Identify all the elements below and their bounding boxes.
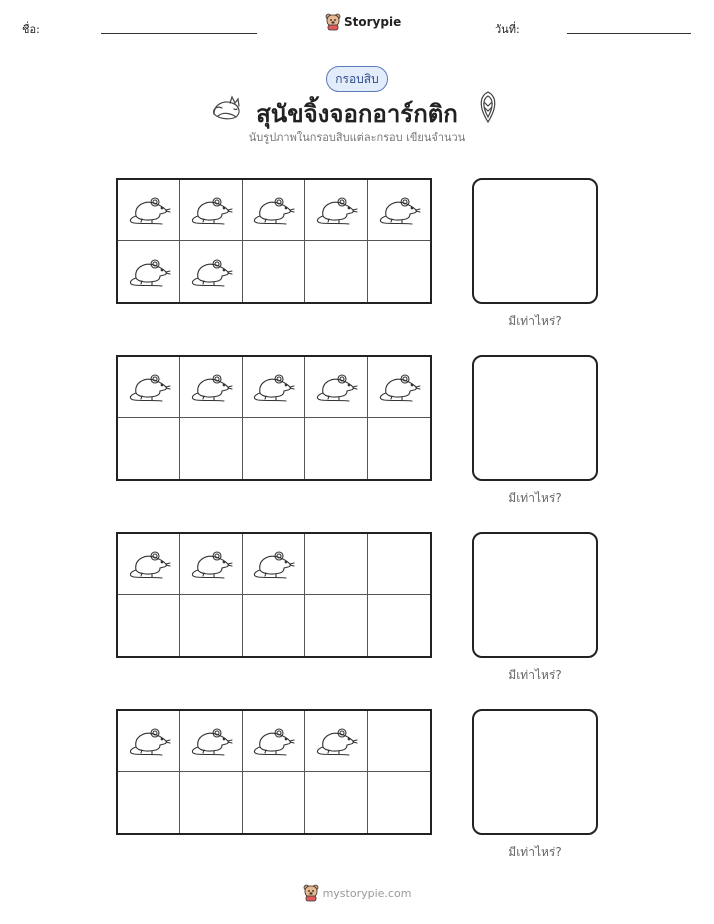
storypie-footer-icon (303, 884, 319, 902)
mouse-icon (376, 192, 422, 228)
frame-cell (305, 711, 367, 772)
frame-cell (305, 772, 367, 833)
date-line (567, 33, 691, 34)
mouse-icon (126, 369, 172, 405)
mouse-icon (188, 192, 234, 228)
answer-box-2[interactable] (472, 355, 598, 481)
frame-cell (243, 357, 305, 418)
ten-frame-1 (116, 178, 432, 304)
frame-cell (180, 595, 242, 656)
mouse-icon (126, 192, 172, 228)
tribal-shield-icon (476, 90, 500, 124)
mouse-icon (250, 192, 296, 228)
frame-cell (180, 241, 242, 302)
storypie-bear-icon (325, 13, 341, 31)
frame-cell (118, 772, 180, 833)
frame-cell (368, 418, 430, 479)
mouse-icon (313, 369, 359, 405)
mouse-icon (188, 254, 234, 290)
mouse-icon (313, 192, 359, 228)
page-title: สุนัขจิ้งจอกอาร์กติก (256, 100, 458, 128)
frame-cell (243, 772, 305, 833)
answer-prompt: มีเท่าไหร่? (508, 845, 562, 859)
name-label: ชื่อ: (22, 23, 40, 36)
frame-cell (305, 180, 367, 241)
frame-cell (243, 711, 305, 772)
frame-cell (305, 241, 367, 302)
frame-cell (118, 595, 180, 656)
instructions: นับรูปภาพในกรอบสิบแต่ละกรอบ เขียนจำนวน (248, 131, 466, 144)
frame-cell (243, 534, 305, 595)
ten-frame-3 (116, 532, 432, 658)
frame-cell (118, 241, 180, 302)
frame-cell (180, 534, 242, 595)
frame-cell (180, 711, 242, 772)
frame-cell (305, 534, 367, 595)
frame-cell (368, 772, 430, 833)
answer-prompt: มีเท่าไหร่? (508, 668, 562, 682)
mouse-icon (188, 369, 234, 405)
frame-cell (368, 711, 430, 772)
mouse-icon (250, 369, 296, 405)
date-label: วันที่: (495, 23, 520, 36)
frame-cell (180, 180, 242, 241)
frame-cell (180, 418, 242, 479)
ten-frame-2 (116, 355, 432, 481)
frame-cell (368, 357, 430, 418)
frame-cell (118, 180, 180, 241)
frame-cell (180, 772, 242, 833)
frame-cell (118, 711, 180, 772)
worksheet-type-badge: กรอบสิบ (326, 66, 388, 92)
mouse-icon (250, 723, 296, 759)
answer-prompt: มีเท่าไหร่? (508, 314, 562, 328)
frame-cell (243, 180, 305, 241)
brand-logo (325, 13, 401, 31)
frame-cell (118, 418, 180, 479)
mouse-icon (188, 546, 234, 582)
answer-box-3[interactable] (472, 532, 598, 658)
frame-cell (118, 357, 180, 418)
answer-prompt: มีเท่าไหร่? (508, 491, 562, 505)
frame-cell (368, 534, 430, 595)
ten-frame-4 (116, 709, 432, 835)
frame-cell (118, 534, 180, 595)
mouse-icon (188, 723, 234, 759)
mouse-icon (126, 546, 172, 582)
footer-url: mystorypie.com (322, 886, 412, 900)
brand-name: Storypie (344, 15, 402, 29)
frame-cell (368, 595, 430, 656)
frame-cell (243, 241, 305, 302)
answer-box-1[interactable] (472, 178, 598, 304)
frame-cell (243, 418, 305, 479)
mouse-icon (126, 254, 172, 290)
frame-cell (368, 180, 430, 241)
name-line (101, 33, 257, 34)
frame-cell (305, 357, 367, 418)
frame-cell (243, 595, 305, 656)
mouse-icon (250, 546, 296, 582)
mouse-icon (376, 369, 422, 405)
answer-box-4[interactable] (472, 709, 598, 835)
frame-cell (305, 418, 367, 479)
mouse-icon (313, 723, 359, 759)
mouse-icon (126, 723, 172, 759)
frame-cell (180, 357, 242, 418)
footer (0, 884, 714, 902)
frame-cell (305, 595, 367, 656)
frame-cell (368, 241, 430, 302)
